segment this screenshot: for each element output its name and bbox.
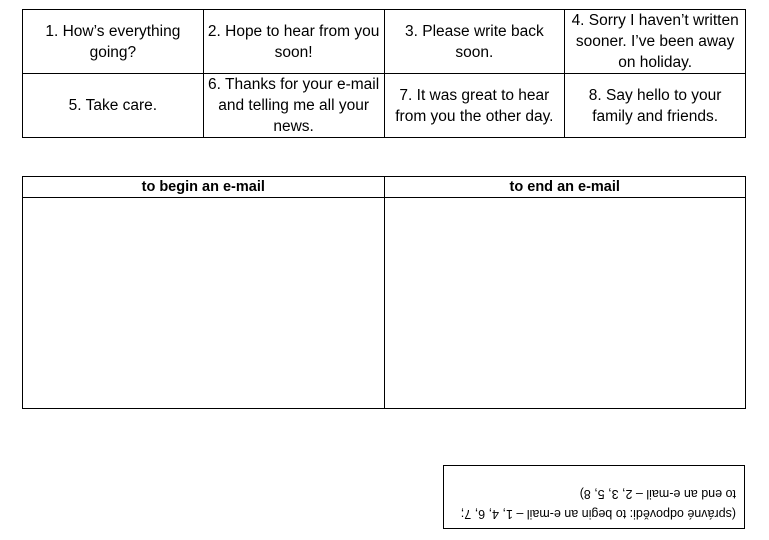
phrase-cell-3: 3. Please write back soon. <box>384 10 565 74</box>
phrase-cell-7: 7. It was great to hear from you the other day. <box>384 74 565 138</box>
phrase-cell-6: 6. Thanks for your e-mail and telling me all your news. <box>203 74 384 138</box>
answer-key-text: (správné odpovědi: to begin an e-mail – 1, 4, 6, 7; to end an e-mail – 2, 3, 5, 8) <box>460 487 736 521</box>
phrase-cell-1: 1. How’s everything going? <box>23 10 204 74</box>
phrases-table <box>22 9 746 138</box>
phrase-cell-8: 8. Say hello to your family and friends. <box>565 74 746 138</box>
sorting-answer-row <box>23 198 746 409</box>
begin-email-header: to begin an e-mail <box>23 177 385 198</box>
sorting-table <box>22 176 746 409</box>
phrases-row <box>23 10 746 74</box>
begin-email-answer-cell[interactable] <box>23 198 385 409</box>
sorting-header-row <box>23 177 746 198</box>
phrase-cell-2: 2. Hope to hear from you soon! <box>203 10 384 74</box>
phrase-cell-5: 5. Take care. <box>23 74 204 138</box>
phrases-row <box>23 74 746 138</box>
answer-key-box <box>443 465 745 529</box>
phrase-cell-4: 4. Sorry I haven’t written sooner. I’ve been away on holiday. <box>565 10 746 74</box>
end-email-answer-cell[interactable] <box>384 198 746 409</box>
end-email-header: to end an e-mail <box>384 177 746 198</box>
